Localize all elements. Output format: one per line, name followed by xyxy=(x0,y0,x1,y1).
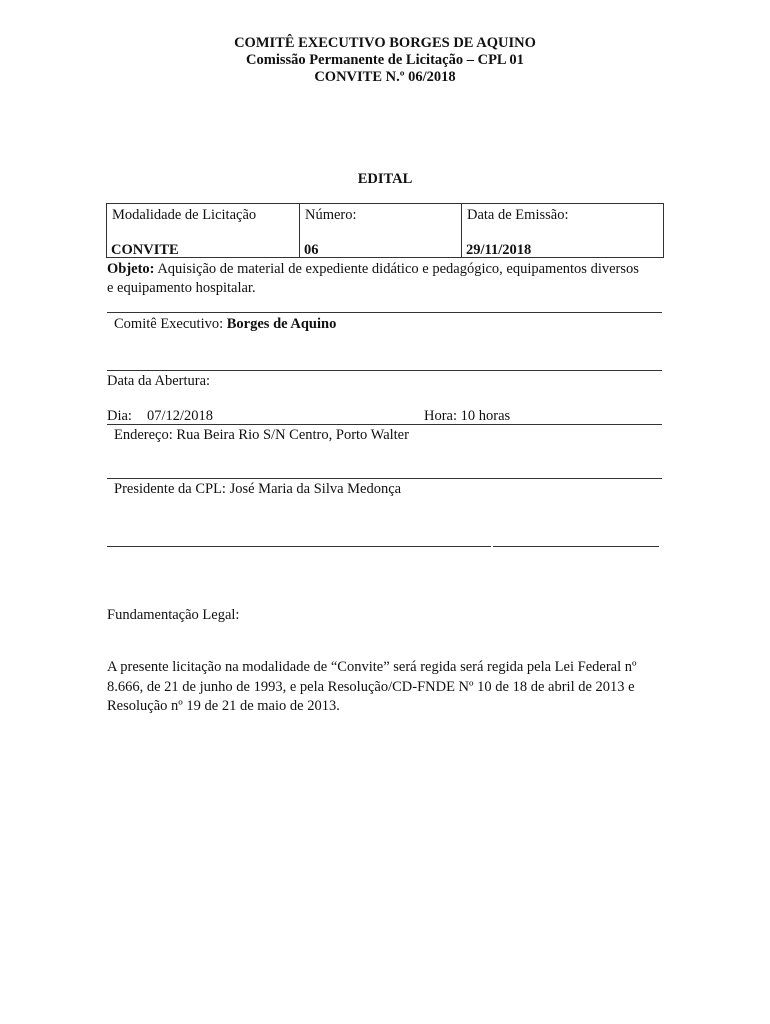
dia-value: 07/12/2018 xyxy=(147,408,214,424)
signature-line xyxy=(107,546,491,547)
comite-line xyxy=(114,315,336,333)
divider-line xyxy=(107,478,662,479)
info-table xyxy=(106,203,664,258)
objeto-label: Objeto: xyxy=(107,261,155,277)
signature-line xyxy=(493,546,659,547)
modalidade-value: CONVITE xyxy=(111,242,179,258)
numero-value: 06 xyxy=(304,242,319,258)
comite-value: Borges de Aquino xyxy=(226,316,337,332)
hora-value: Hora: 10 horas xyxy=(424,408,511,424)
divider-line xyxy=(107,312,662,313)
modalidade-label: Modalidade de Licitação xyxy=(112,207,257,223)
data-emissao-cell xyxy=(462,204,664,258)
numero-cell xyxy=(300,204,462,258)
fundamentacao-line3: Resolução nº 19 de 21 de maio de 2013. xyxy=(107,698,340,714)
fundamentacao-line2: 8.666, de 21 de junho de 1993, e pela Resolução/CD-FNDE Nº 10 de 18 de abril de 2013 e xyxy=(107,679,635,695)
divider-line xyxy=(107,370,662,371)
numero-label: Número: xyxy=(305,207,357,223)
comite-label: Comitê Executivo: xyxy=(114,316,227,332)
objeto-line2: e equipamento hospitalar. xyxy=(107,280,256,296)
edital-title: EDITAL xyxy=(357,171,413,187)
objeto-line1 xyxy=(107,260,639,278)
endereco-text: Endereço: Rua Beira Rio S/N Centro, Porto Walter xyxy=(114,427,409,443)
presidente-text: Presidente da CPL: José Maria da Silva Medonça xyxy=(114,481,402,497)
data-emissao-value: 29/11/2018 xyxy=(466,242,532,258)
dia-label: Dia: xyxy=(107,408,132,424)
divider-line xyxy=(107,424,662,425)
header-title: COMITÊ EXECUTIVO BORGES DE AQUINO xyxy=(234,35,536,51)
data-emissao-label: Data de Emissão: xyxy=(467,207,569,223)
objeto-text: Aquisição de material de expediente didático e pedagógico, equipamentos diversos xyxy=(154,261,639,277)
fundamentacao-label: Fundamentação Legal: xyxy=(107,607,240,623)
header-convite-number: CONVITE N.º 06/2018 xyxy=(314,69,456,85)
header-commission: Comissão Permanente de Licitação – CPL 01 xyxy=(246,52,524,68)
fundamentacao-line1: A presente licitação na modalidade de “Convite” será regida será regida pela Lei Federal nº xyxy=(107,659,637,675)
abertura-label: Data da Abertura: xyxy=(107,373,211,389)
modalidade-cell xyxy=(107,204,300,258)
